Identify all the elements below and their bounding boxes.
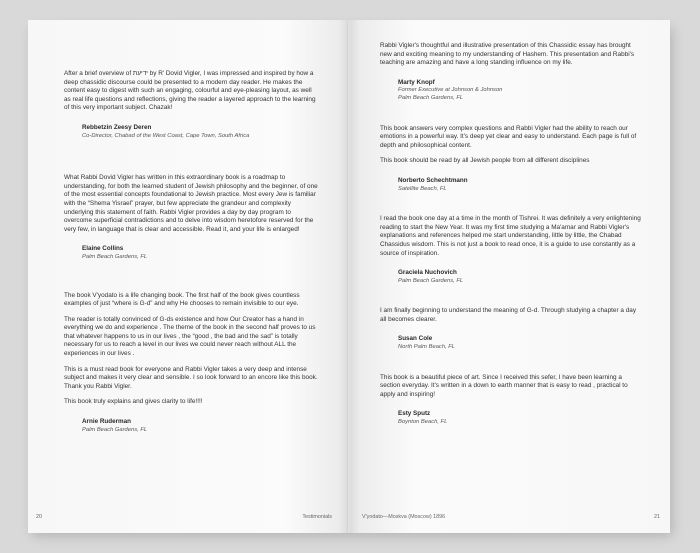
testimonial-text: This is a must read book for everyone and Rabbi Vigler takes a very deep and intense subject and makes it very clear and sensible. I so look forward to an encore like this book. Thank you Rabbi Vigler. [64,365,318,390]
author-name: Graciela Nuchovich [398,269,457,277]
testimonial-author [398,410,642,426]
testimonial [380,42,642,103]
testimonial-author [398,177,642,193]
author-location: Palm Beach Gardens, FL [398,94,464,101]
running-section: Testimonials [302,514,332,520]
testimonial [64,292,320,435]
author-role: North Palm Beach, FL [398,344,456,351]
author-role: Former Executive at Johnson & Johnson [398,87,503,94]
right-page [350,20,670,533]
testimonial-author [398,79,642,103]
testimonial-author [82,418,320,434]
author-name: Marty Knopf [398,78,435,86]
testimonial-text: I read the book one day at a time in the month of Tishrei. It was definitely a very enlightening reading to start the New Year. It was my first time studying a Ma'amar and Rabbi Vigler's explanations and references helped me start understanding, little by little, the Chabad Chassidus wisdom. This is not just a book to read once, it is a guide to use constantly as a source of inspiration. [380,215,641,257]
left-page [28,20,348,533]
testimonial-author [82,124,320,140]
author-role: Satellite Beach, FL [398,185,447,192]
author-name: Rebbetzin Zeesy Deren [82,123,152,131]
testimonial-text: This book should be read by all Jewish people from all different disciplines [380,157,590,165]
testimonial [64,70,320,140]
testimonial [64,174,320,261]
testimonial-text: The book V'yodato is a life changing book. The first half of the book gives countless examples of just “where is G-d” and why He chooses to remain invisible to our eye. [64,291,300,308]
left-page-content [64,70,320,434]
testimonial [380,215,642,285]
testimonial [380,374,642,427]
open-book [28,20,672,533]
testimonial-author [82,245,320,261]
author-name: Norberto Schechtmann [398,176,468,184]
testimonial-text: This book is a beautiful piece of art. Since I received this sefer, I have been learning a section everyday. It's written in a down to earth manner that is easy to read , practical to apply and inspiring! [380,373,628,398]
author-role: Boynton Beach, FL [398,419,448,426]
testimonial-text: What Rabbi Dovid Vigler has written in this extraordinary book is a roadmap to understanding, for both the learned student of Jewish philosophy and the beginner, of one of the most essential concepts foundational to Jewish practice. Most every Jew is familiar with the “Shema Yisrael” prayer, but few appreciate the grandeur and complexity underlying this statement of faith. Rabbi Vigler provides a day by day program to overcome superficial contradictions and to delve into wisdom heretofore reserved for the very few, in language that is clear and accessible. Read it, and your life is enlarged! [64,174,318,233]
testimonial [380,125,642,194]
testimonial-author [398,335,642,351]
author-name: Elaine Collins [82,245,124,253]
author-name: Esty Sputz [398,410,431,418]
author-role: Palm Beach Gardens, FL [398,277,464,284]
page-number: 21 [654,514,660,520]
testimonial-text: After a brief overview of ידיעת by R' Dovid Vigler, I was impressed and inspired by how a deep chassidic discourse could be presented to a modern day reader. He makes the content easy to digest with such an engaging, colourful and eye-pleasing layout, as well as real life questions and reflections, giving the reader a layered approach to the learning of this very important subject. Chazak! [64,70,316,112]
author-name: Arnie Ruderman [82,418,131,426]
testimonial-text: This book answers very complex questions and Rabbi Vigler had the ability to reach our emotions in a powerful way. It's deep yet clear and easy to understand. Each page is full of depth and philosophical content. [380,124,637,149]
testimonial-text: Rabbi Vigler's thoughtful and illustrative presentation of this Chassidic essay has brought new and exciting meaning to my understanding of Hashem. This presentation and Rabbi's teaching are amazing and have a long standing influence on my life. [380,42,635,67]
running-title: V'yodato—Moskva (Moscow) 1896 [362,514,446,520]
author-name: Susan Cole [398,335,433,343]
testimonial-text: I am finally beginning to understand the meaning of G-d. Through studying a chapter a day all becomes clearer. [380,307,637,323]
testimonial-text: The reader is totally convinced of G-ds existence and how Our Creator has a hand in everything we do and experience . The theme of the book in the second half proves to us that whatever happens to us in our lives , the “good , the bad and the sad” is totally necessary for us to reach a level in our lives we could never reach without ALL the experiences in our lives . [64,315,316,358]
page-number: 20 [36,514,42,520]
right-page-content [380,42,642,427]
testimonial [380,307,642,351]
author-role: Palm Beach Gardens, FL [82,426,148,433]
testimonial-text: This book truly explains and gives clarity to life!!!! [64,398,203,406]
author-role: Co-Director, Chabad of the West Coast, Cape Town, South Africa [82,132,250,139]
author-role: Palm Beach Gardens, FL [82,253,148,260]
testimonial-author [398,269,642,285]
